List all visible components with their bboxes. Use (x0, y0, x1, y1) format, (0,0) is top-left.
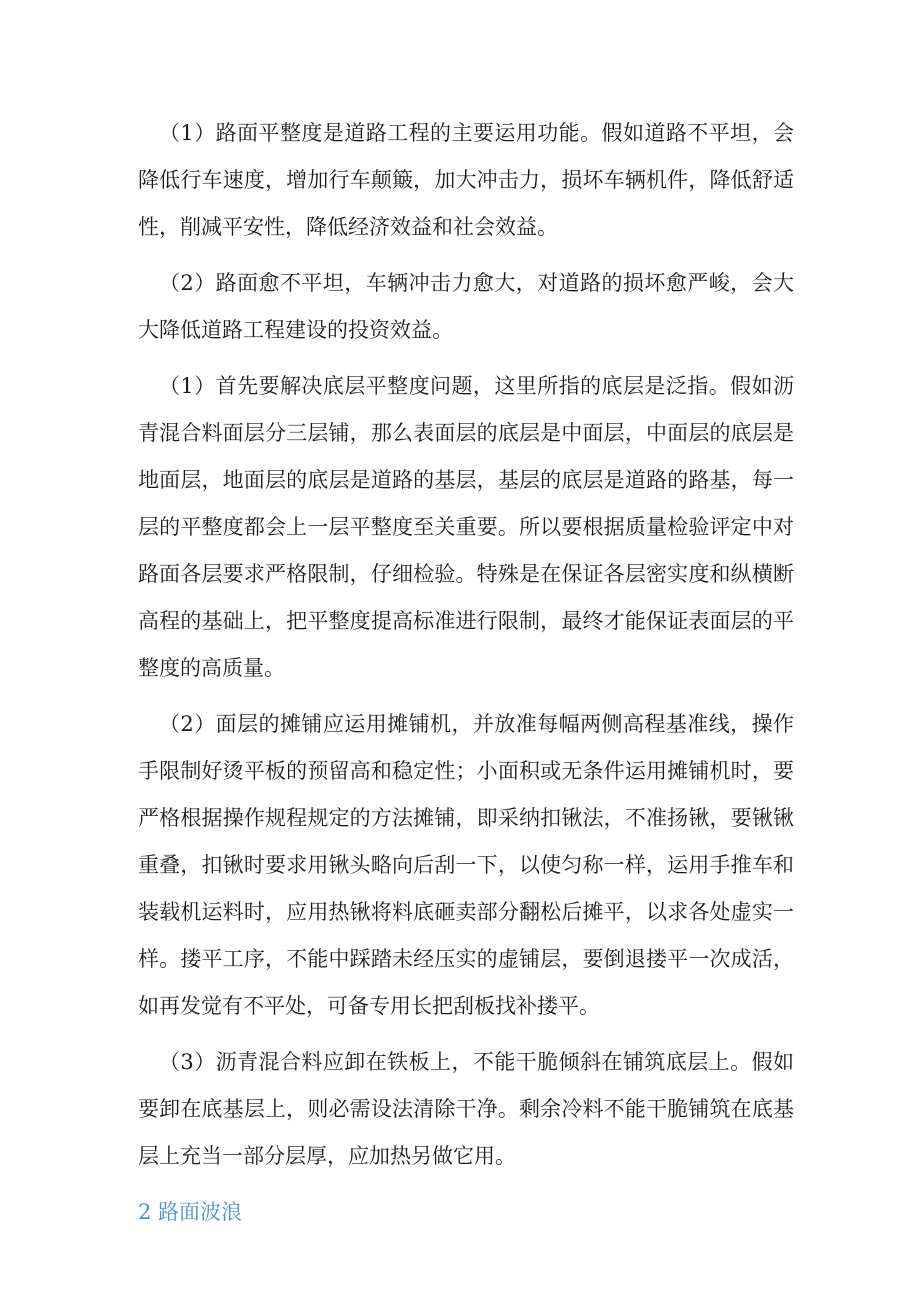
paragraph-5: （3）沥青混合料应卸在铁板上，不能干脆倾斜在铺筑底层上。假如要卸在底基层上，则必需设法清除干净。剩余冷料不能干脆铺筑在底基层上充当一部分层厚，应加热另做它用。 (138, 1050, 794, 1168)
section-heading: 2 路面波浪 (138, 1200, 243, 1224)
paragraph-2: （2）路面愈不平坦，车辆冲击力愈大，对道路的损坏愈严峻，会大大降低道路工程建设的投资效益。 (138, 271, 794, 342)
paragraph-3: （1）首先要解决底层平整度问题，这里所指的底层是泛指。假如沥青混合料面层分三层铺，那么表面层的底层是中面层，中面层的底层是地面层，地面层的底层是道路的基层，基层的底层是道路的路基，每一层的平整度都会上一层平整度至关重要。所以要根据质量检验评定中对路面各层要求严格限制，仔细检验。特殊是在保证各层密实度和纵横断高程的基础上，把平整度提高标准进行限制，最终才能保证表面层的平整度的高质量。 (138, 374, 794, 680)
paragraph-4: （2）面层的摊铺应运用摊铺机，并放准每幅两侧高程基准线，操作手限制好烫平板的预留高和稳定性；小面积或无条件运用摊铺机时，要严格根据操作规程规定的方法摊铺，即采纳扣锹法，不准扬锹，要锹锹重叠，扣锹时要求用锹头略向后刮一下，以使匀称一样，运用手推车和装载机运料时，应用热锹将料底砸卖部分翻松后摊平，以求各处虚实一样。搂平工序，不能中踩踏未经压实的虚铺层，要倒退搂平一次成活，如再发觉有不平处，可备专用长把刮板找补搂平。 (138, 712, 794, 1018)
document-body (138, 110, 794, 1236)
paragraph-1: （1）路面平整度是道路工程的主要运用功能。假如道路不平坦，会降低行车速度，增加行车颠簸，加大冲击力，损坏车辆机件，降低舒适性，削减平安性，降低经济效益和社会效益。 (138, 121, 794, 239)
